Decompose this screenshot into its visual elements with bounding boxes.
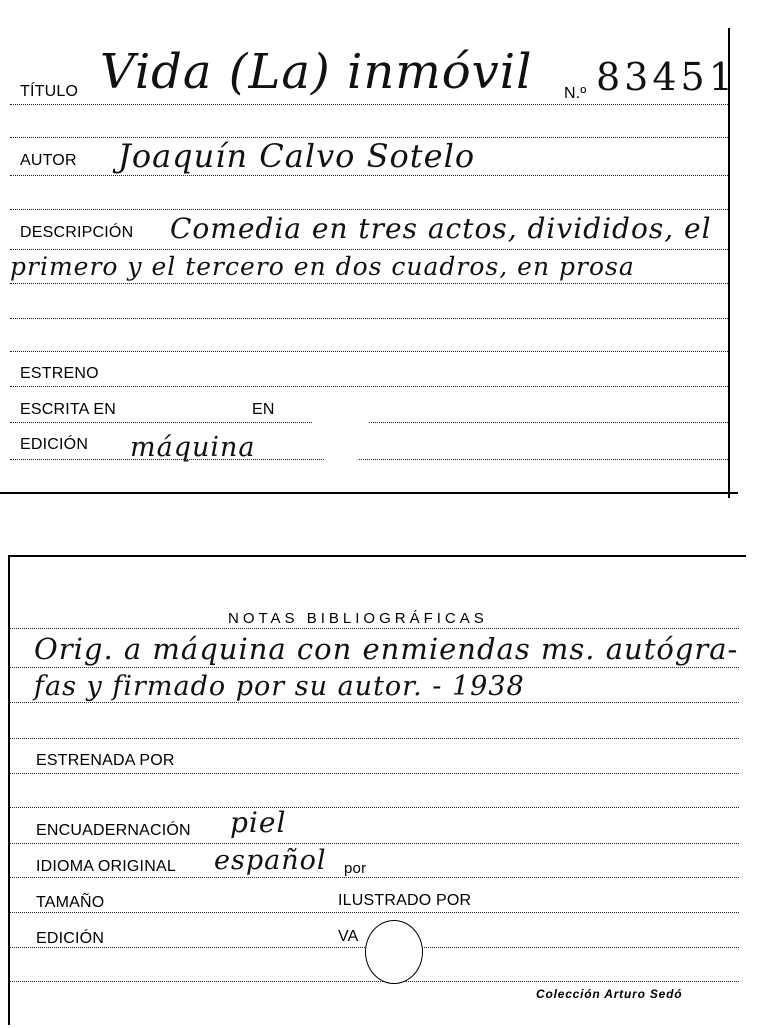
descripcion-label: DESCRIPCIÓN <box>20 224 134 241</box>
card-left-edge <box>8 555 10 1025</box>
rule-blank-b1 <box>10 738 739 739</box>
rule-notas-2 <box>10 702 739 703</box>
rule-blank-b2 <box>10 807 739 808</box>
rule-estrenada <box>10 773 739 774</box>
numero-label: N.º <box>564 85 587 102</box>
descripcion-line1: Comedia en tres actos, divididos, el <box>170 212 712 245</box>
rule-descripcion-3 <box>10 318 728 319</box>
rule-bottom <box>10 981 739 982</box>
numero-value: 83451 <box>596 55 737 99</box>
escrita-en-label: ESCRITA EN <box>20 401 116 418</box>
va-label: VA <box>338 928 359 945</box>
rule-notas-heading <box>10 628 739 629</box>
estrenada-por-label: ESTRENADA POR <box>36 752 175 769</box>
idioma-original-value: español <box>214 845 327 876</box>
card-bottom-edge <box>0 492 738 494</box>
notas-bibliograficas-heading: NOTAS BIBLIOGRÁFICAS <box>228 610 488 627</box>
rule-tamano <box>10 912 739 913</box>
titulo-label: TÍTULO <box>20 83 79 100</box>
rule-titulo <box>10 104 728 105</box>
por-label: por <box>344 860 367 877</box>
rule-idioma <box>10 877 739 878</box>
rule-estreno <box>10 386 728 387</box>
card-top-edge <box>8 555 746 557</box>
en-label: EN <box>252 401 275 418</box>
encuadernacion-value: piel <box>230 806 287 839</box>
rule-autor <box>10 175 728 176</box>
tamano-label: TAMAÑO <box>36 894 105 911</box>
rule-blank-3 <box>10 351 728 352</box>
edicion-b-label: EDICIÓN <box>36 930 105 947</box>
rule-notas-1 <box>10 667 739 668</box>
estreno-label: ESTRENO <box>20 365 99 382</box>
rule-edicion <box>10 459 728 460</box>
autor-label: AUTOR <box>20 152 77 169</box>
idioma-original-label: IDIOMA ORIGINAL <box>36 858 176 875</box>
notas-line2: fas y firmado por su autor. - 1938 <box>34 671 525 702</box>
edicion-label: EDICIÓN <box>20 436 89 453</box>
descripcion-line2: primero y el tercero en dos cuadros, en prosa <box>10 252 635 281</box>
card-hole-bottom <box>365 920 423 984</box>
coleccion-footer: Colección Arturo Sedó <box>536 987 683 1001</box>
rule-blank-2 <box>10 209 728 210</box>
titulo-value: Vida (La) inmóvil <box>100 44 533 100</box>
catalog-card-top <box>0 0 759 500</box>
rule-encuadernacion <box>10 843 739 844</box>
autor-value: Joaquín Calvo Sotelo <box>118 137 476 175</box>
encuadernacion-label: ENCUADERNACIÓN <box>36 822 191 839</box>
rule-descripcion-2 <box>10 283 728 284</box>
ilustrado-por-label: ILUSTRADO POR <box>338 892 472 909</box>
edicion-value: máquina <box>130 432 256 463</box>
catalog-card-bottom <box>0 555 759 1028</box>
card-hole-top <box>312 396 370 466</box>
notas-line1: Orig. a máquina con enmiendas ms. autógra- <box>34 632 739 666</box>
rule-descripcion-1 <box>10 249 728 250</box>
